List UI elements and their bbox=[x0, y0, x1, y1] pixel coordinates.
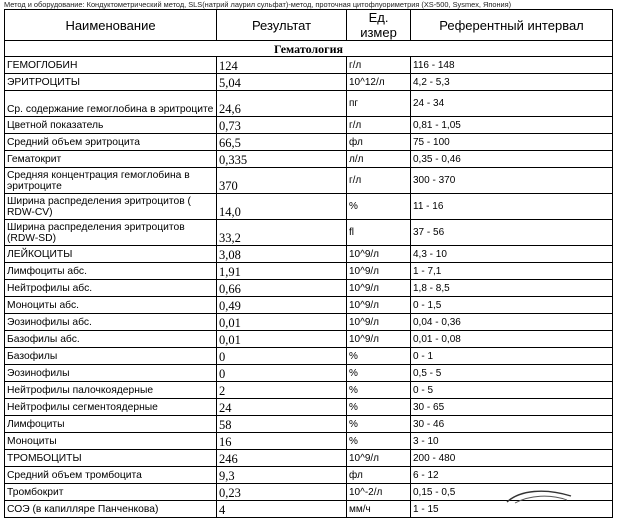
cell-reference: 3 - 10 bbox=[411, 433, 613, 450]
table-row bbox=[5, 151, 613, 168]
cell-result: 24,6 bbox=[217, 91, 347, 117]
cell-unit: % bbox=[347, 416, 411, 433]
table-header-row bbox=[5, 10, 613, 41]
cell-name: Моноциты абс. bbox=[5, 297, 217, 314]
cell-unit: г/л bbox=[347, 168, 411, 194]
cell-result: 0,73 bbox=[217, 117, 347, 134]
cell-reference: 0 - 1 bbox=[411, 348, 613, 365]
cell-name: Лимфоциты абс. bbox=[5, 263, 217, 280]
table-row bbox=[5, 348, 613, 365]
cell-result: 58 bbox=[217, 416, 347, 433]
cell-result: 14,0 bbox=[217, 194, 347, 220]
cell-unit: % bbox=[347, 365, 411, 382]
cell-name: ТРОМБОЦИТЫ bbox=[5, 450, 217, 467]
table-row bbox=[5, 57, 613, 74]
cell-name: Ср. содержание гемоглобина в эритроците bbox=[5, 91, 217, 117]
cell-result: 246 bbox=[217, 450, 347, 467]
cell-name: Ширина распределения эритроцитов (RDW-SD) bbox=[5, 220, 217, 246]
cell-reference: 24 - 34 bbox=[411, 91, 613, 117]
cell-unit: % bbox=[347, 433, 411, 450]
table-row bbox=[5, 91, 613, 117]
cell-result: 0 bbox=[217, 365, 347, 382]
cell-name: СОЭ (в капилляре Панченкова) bbox=[5, 501, 217, 518]
table-row bbox=[5, 168, 613, 194]
cell-name: Цветной показатель bbox=[5, 117, 217, 134]
cell-unit: 10^9/л bbox=[347, 280, 411, 297]
table-row bbox=[5, 220, 613, 246]
cell-name: Эозинофилы bbox=[5, 365, 217, 382]
cell-unit: 10^-2/л bbox=[347, 484, 411, 501]
cell-unit: фл bbox=[347, 467, 411, 484]
section-title: Гематология bbox=[5, 41, 613, 57]
cell-reference: 4,3 - 10 bbox=[411, 246, 613, 263]
cell-result: 24 bbox=[217, 399, 347, 416]
cell-reference: 0 - 1,5 bbox=[411, 297, 613, 314]
header-result: Результат bbox=[217, 10, 347, 41]
cell-unit: мм/ч bbox=[347, 501, 411, 518]
cell-reference: 200 - 480 bbox=[411, 450, 613, 467]
cell-name: Базофилы bbox=[5, 348, 217, 365]
cell-result: 1,91 bbox=[217, 263, 347, 280]
header-name: Наименование bbox=[5, 10, 217, 41]
cell-reference: 300 - 370 bbox=[411, 168, 613, 194]
cell-name: ЭРИТРОЦИТЫ bbox=[5, 74, 217, 91]
table-row bbox=[5, 365, 613, 382]
cell-unit: fl bbox=[347, 220, 411, 246]
table-row bbox=[5, 450, 613, 467]
table-row bbox=[5, 467, 613, 484]
cell-reference: 0,5 - 5 bbox=[411, 365, 613, 382]
cell-result: 0,01 bbox=[217, 314, 347, 331]
cell-reference: 1 - 7,1 bbox=[411, 263, 613, 280]
table-row bbox=[5, 280, 613, 297]
cell-name: ЛЕЙКОЦИТЫ bbox=[5, 246, 217, 263]
cell-reference: 116 - 148 bbox=[411, 57, 613, 74]
cell-unit: 10^12/л bbox=[347, 74, 411, 91]
table-row bbox=[5, 134, 613, 151]
cell-reference: 4,2 - 5,3 bbox=[411, 74, 613, 91]
cell-unit: 10^9/л bbox=[347, 314, 411, 331]
table-row bbox=[5, 416, 613, 433]
cell-result: 0,335 bbox=[217, 151, 347, 168]
cell-reference: 0,35 - 0,46 bbox=[411, 151, 613, 168]
cell-name: ГЕМОГЛОБИН bbox=[5, 57, 217, 74]
cell-reference: 1 - 15 bbox=[411, 501, 613, 518]
cell-name: Гематокрит bbox=[5, 151, 217, 168]
cell-name: Нейтрофилы абс. bbox=[5, 280, 217, 297]
cell-unit: % bbox=[347, 194, 411, 220]
section-row bbox=[5, 41, 613, 57]
cell-unit: 10^9/л bbox=[347, 246, 411, 263]
cell-result: 9,3 bbox=[217, 467, 347, 484]
cell-result: 0 bbox=[217, 348, 347, 365]
cell-result: 4 bbox=[217, 501, 347, 518]
table-row bbox=[5, 246, 613, 263]
cell-unit: % bbox=[347, 382, 411, 399]
header-reference: Референтный интервал bbox=[411, 10, 613, 41]
cell-name: Нейтрофилы сегментоядерные bbox=[5, 399, 217, 416]
cell-unit: г/л bbox=[347, 57, 411, 74]
cell-reference: 6 - 12 bbox=[411, 467, 613, 484]
cell-unit: % bbox=[347, 348, 411, 365]
cell-unit: 10^9/л bbox=[347, 450, 411, 467]
cell-unit: пг bbox=[347, 91, 411, 117]
table-row bbox=[5, 74, 613, 91]
results-table bbox=[4, 9, 613, 518]
cell-unit: 10^9/л bbox=[347, 263, 411, 280]
cell-name: Средний объем тромбоцита bbox=[5, 467, 217, 484]
table-row bbox=[5, 297, 613, 314]
table-row bbox=[5, 194, 613, 220]
cell-name: Ширина распределения эритроцитов ( RDW-CV) bbox=[5, 194, 217, 220]
cell-result: 3,08 bbox=[217, 246, 347, 263]
cell-result: 124 bbox=[217, 57, 347, 74]
cell-reference: 75 - 100 bbox=[411, 134, 613, 151]
cell-reference: 37 - 56 bbox=[411, 220, 613, 246]
cell-result: 0,66 bbox=[217, 280, 347, 297]
cell-name: Эозинофилы абс. bbox=[5, 314, 217, 331]
cell-reference: 30 - 46 bbox=[411, 416, 613, 433]
cell-name: Тромбокрит bbox=[5, 484, 217, 501]
table-row bbox=[5, 382, 613, 399]
table-row bbox=[5, 399, 613, 416]
method-note: Метод и оборудование: Кондуктометрический метод, SLS(натрий лаурил сульфат)-метод, проточная цитофлуориметрия (XS-500, Sysmex, Япония) bbox=[4, 0, 512, 9]
cell-unit: % bbox=[347, 399, 411, 416]
cell-unit: л/л bbox=[347, 151, 411, 168]
logo-curve-fragment bbox=[505, 486, 575, 504]
cell-result: 5,04 bbox=[217, 74, 347, 91]
table-row bbox=[5, 331, 613, 348]
cell-name: Средний объем эритроцита bbox=[5, 134, 217, 151]
cell-name: Средняя концентрация гемоглобина в эритроците bbox=[5, 168, 217, 194]
cell-result: 16 bbox=[217, 433, 347, 450]
cell-reference: 30 - 65 bbox=[411, 399, 613, 416]
cell-unit: 10^9/л bbox=[347, 331, 411, 348]
table-row bbox=[5, 263, 613, 280]
cell-reference: 0,04 - 0,36 bbox=[411, 314, 613, 331]
cell-unit: г/л bbox=[347, 117, 411, 134]
cell-reference: 0,81 - 1,05 bbox=[411, 117, 613, 134]
cell-result: 33,2 bbox=[217, 220, 347, 246]
cell-name: Нейтрофилы палочкоядерные bbox=[5, 382, 217, 399]
table-row bbox=[5, 433, 613, 450]
cell-reference: 0,15 - 0,5 bbox=[411, 484, 613, 501]
cell-unit: фл bbox=[347, 134, 411, 151]
cell-result: 2 bbox=[217, 382, 347, 399]
cell-result: 0,01 bbox=[217, 331, 347, 348]
cell-name: Базофилы абс. bbox=[5, 331, 217, 348]
cell-name: Лимфоциты bbox=[5, 416, 217, 433]
table-row bbox=[5, 314, 613, 331]
cell-unit: 10^9/л bbox=[347, 297, 411, 314]
cell-reference: 1,8 - 8,5 bbox=[411, 280, 613, 297]
cell-reference: 11 - 16 bbox=[411, 194, 613, 220]
cell-result: 0,49 bbox=[217, 297, 347, 314]
header-unit: Ед. измер bbox=[347, 10, 411, 41]
cell-result: 0,23 bbox=[217, 484, 347, 501]
cell-result: 66,5 bbox=[217, 134, 347, 151]
table-row bbox=[5, 117, 613, 134]
cell-result: 370 bbox=[217, 168, 347, 194]
cell-reference: 0 - 5 bbox=[411, 382, 613, 399]
cell-reference: 0,01 - 0,08 bbox=[411, 331, 613, 348]
cell-name: Моноциты bbox=[5, 433, 217, 450]
